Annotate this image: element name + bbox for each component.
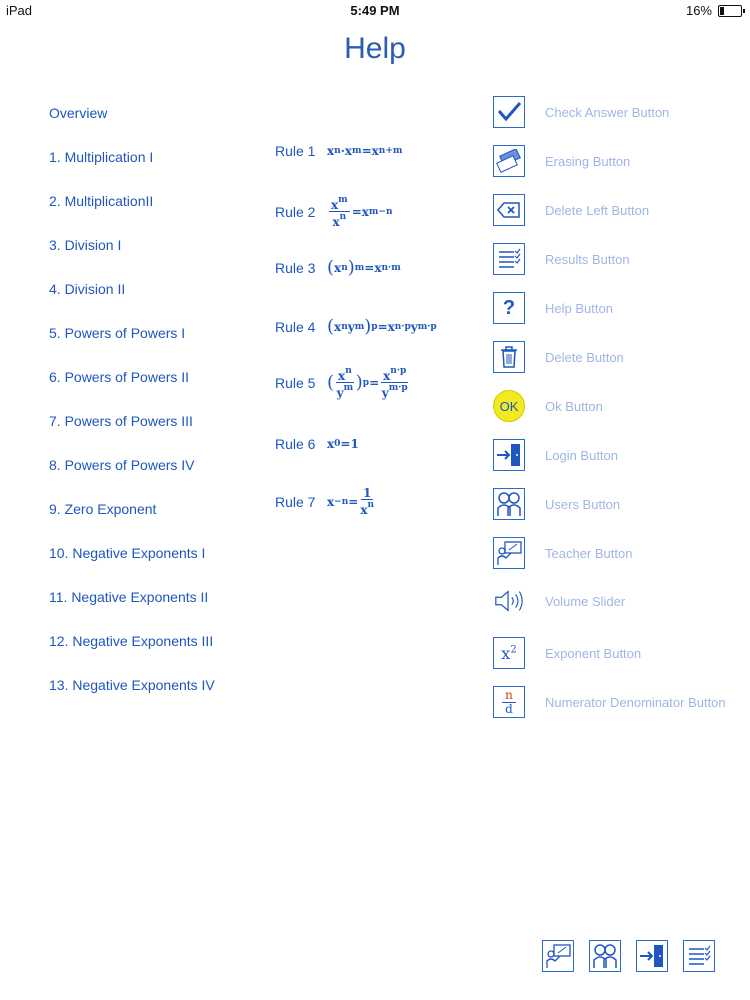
results-row[interactable]	[493, 242, 750, 276]
button-label: Numerator Denominator Button	[545, 694, 726, 710]
exponent-icon[interactable]: $x^2$	[493, 637, 525, 669]
erasing-row[interactable]	[493, 144, 750, 178]
rule-1	[275, 143, 402, 159]
nav-negative-3[interactable]: 12. Negative Exponents III	[49, 633, 214, 649]
rule-label: Rule 6	[275, 436, 316, 452]
teacher-icon[interactable]	[542, 940, 574, 972]
nav-division-1[interactable]: 3. Division I	[49, 237, 122, 253]
speaker-icon[interactable]	[493, 585, 525, 617]
login-door-icon[interactable]	[636, 940, 668, 972]
nav-negative-4[interactable]: 13. Negative Exponents IV	[49, 677, 215, 693]
fraction-numerator: n	[502, 689, 516, 703]
nav-negative-1[interactable]: 10. Negative Exponents I	[49, 545, 206, 561]
button-label: Teacher Button	[545, 545, 633, 561]
teacher-row[interactable]	[493, 536, 750, 570]
rule-label: Rule 5	[275, 374, 316, 391]
backspace-icon[interactable]	[493, 194, 525, 226]
button-label: Help Button	[545, 300, 613, 316]
eraser-icon[interactable]	[493, 145, 525, 177]
nav-powers-3[interactable]: 7. Powers of Powers III	[49, 413, 193, 429]
question-icon[interactable]: ?	[493, 292, 525, 324]
check-answer-row[interactable]	[493, 95, 750, 129]
rule-label: Rule 3	[275, 259, 316, 276]
rule-4-formula: ( x n y m ) p =x n·p y m·p	[327, 316, 437, 337]
status-bar	[0, 0, 750, 22]
rule-3-formula: ( x n ) m =x n·m	[327, 257, 401, 278]
fraction-denominator: d	[505, 701, 513, 716]
rule-4	[275, 316, 437, 337]
fraction-icon[interactable]	[493, 686, 525, 718]
rule-label: Rule 4	[275, 318, 316, 335]
rule-2	[275, 195, 393, 228]
rule-2-formula: $\frac{x^m}{x^n}$ =x m−n	[331, 195, 393, 229]
rule-label: Rule 7	[275, 494, 316, 510]
volume-row[interactable]	[493, 584, 750, 618]
rule-1-formula: x n ·x m =x n+m	[327, 144, 403, 158]
status-time: 5:49 PM	[350, 3, 400, 18]
battery-percent: 16%	[685, 3, 712, 18]
battery-icon	[718, 5, 742, 17]
checklist-icon[interactable]	[683, 940, 715, 972]
delete-row[interactable]	[493, 340, 750, 374]
rule-6	[275, 436, 359, 452]
rule-7	[275, 488, 376, 516]
numerator-denominator-row[interactable]	[493, 685, 750, 719]
button-label: Users Button	[545, 496, 621, 512]
page-title: Help	[344, 32, 406, 65]
rule-5	[275, 366, 410, 399]
nav-overview[interactable]: Overview	[49, 105, 108, 121]
trash-icon[interactable]	[493, 341, 525, 373]
nav-negative-2[interactable]: 11. Negative Exponents II	[49, 589, 209, 605]
rule-3	[275, 257, 401, 278]
users-icon[interactable]	[493, 488, 525, 520]
button-label: Ok Button	[545, 398, 603, 414]
checkmark-icon[interactable]	[493, 96, 525, 128]
help-topics-list	[49, 102, 215, 718]
status-right	[686, 3, 742, 18]
nav-zero-exponent[interactable]: 9. Zero Exponent	[49, 501, 157, 517]
users-row[interactable]	[493, 487, 750, 521]
button-label: Delete Left Button	[545, 202, 650, 218]
login-door-icon[interactable]	[493, 439, 525, 471]
rule-5-formula: ( $\frac{x^n}{y^m}$ ) p = $\frac{x^{n\cdot p}}{y^{m\cdot p}}$	[327, 366, 408, 400]
users-icon[interactable]	[589, 940, 621, 972]
button-label: Login Button	[545, 447, 619, 463]
button-label: Volume Slider	[545, 593, 626, 609]
exponent-row[interactable]	[493, 636, 750, 670]
button-label: Exponent Button	[545, 645, 642, 661]
button-label: Results Button	[545, 251, 630, 267]
rule-6-formula: x 0 =1	[327, 437, 359, 451]
bottom-toolbar	[542, 940, 715, 972]
nav-powers-1[interactable]: 5. Powers of Powers I	[49, 325, 186, 341]
delete-left-row[interactable]	[493, 193, 750, 227]
button-label: Delete Button	[545, 349, 624, 365]
nav-powers-4[interactable]: 8. Powers of Powers IV	[49, 457, 195, 473]
ok-row[interactable]	[493, 389, 750, 423]
nav-division-2[interactable]: 4. Division II	[49, 281, 126, 297]
rule-label: Rule 2	[275, 203, 316, 220]
help-row[interactable]	[493, 291, 750, 325]
nav-multiplication-2[interactable]: 2. MultiplicationII	[49, 193, 154, 209]
exponent-base: x	[501, 643, 511, 663]
checklist-icon[interactable]	[493, 243, 525, 275]
device-label: iPad	[6, 3, 33, 18]
nav-multiplication-1[interactable]: 1. Multiplication I	[49, 149, 154, 165]
rule-7-formula: x −n = $\frac{1}{x^n}$	[327, 486, 375, 517]
teacher-icon[interactable]	[493, 537, 525, 569]
button-label: Check Answer Button	[545, 104, 670, 120]
login-row[interactable]	[493, 438, 750, 472]
button-label: Erasing Button	[545, 153, 631, 169]
nav-powers-2[interactable]: 6. Powers of Powers II	[49, 369, 190, 385]
ok-circle-icon[interactable]: OK	[493, 390, 525, 422]
rule-label: Rule 1	[275, 143, 316, 159]
